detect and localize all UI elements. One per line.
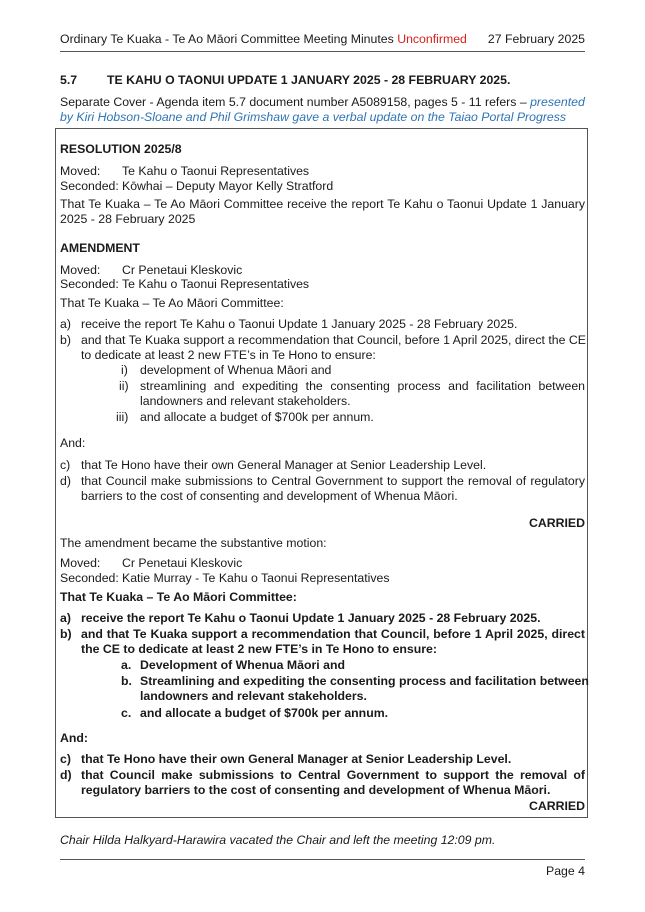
item-number: 5.7 — [60, 73, 78, 87]
list-marker: a. — [121, 658, 132, 672]
list-item: Development of Whenua Māori and — [140, 658, 345, 672]
list-item: and allocate a budget of $700k per annum. — [140, 410, 374, 424]
list-marker: b) — [60, 627, 72, 641]
resolution-seconded — [60, 179, 585, 194]
substantive-moved — [60, 556, 585, 571]
list-item: that Te Hono have their own General Manager at Senior Leadership Level. — [81, 458, 487, 472]
list-item: streamlining and expediting the consenting process and facilitation between — [140, 379, 585, 393]
list-item: receive the report Te Kahu o Taonui Update 1 January 2025 - 28 February 2025. — [81, 611, 541, 625]
list-item: receive the report Te Kahu o Taonui Update 1 January 2025 - 28 February 2025. — [81, 317, 518, 331]
list-item: barriers to the cost of consenting and development of Whenua Māori. — [81, 489, 458, 503]
seconded-label: Seconded: — [60, 277, 119, 291]
carried-label: CARRIED — [528, 516, 585, 530]
seconded-value: Katie Murray - Te Kahu o Taonui Representatives — [122, 571, 390, 585]
list-marker: c) — [60, 752, 71, 766]
header-status: Unconfirmed — [397, 32, 467, 46]
item-title: TE KAHU O TAONUI UPDATE 1 JANUARY 2025 - 28 FEBRUARY 2025. — [107, 73, 511, 87]
seconded-label: Seconded: — [60, 571, 119, 585]
amendment-seconded — [60, 277, 585, 292]
cover-reference — [60, 95, 585, 125]
seconded-label: Seconded: — [60, 179, 119, 193]
list-marker: ii) — [119, 379, 129, 393]
seconded-value: Kōwhai – Deputy Mayor Kelly Stratford — [122, 179, 334, 193]
cover-note: presented by Kiri Hobson-Sloane and Phil Grimshaw gave a verbal update on the Taiao Portal Progress — [60, 95, 585, 124]
and-label: And: — [60, 436, 86, 450]
page-header — [60, 32, 585, 48]
list-marker: i) — [121, 363, 128, 377]
list-item: landowners and relevant stakeholders. — [140, 394, 351, 408]
list-marker: a) — [60, 317, 71, 331]
header-title: Ordinary Te Kuaka - Te Ao Māori Committee Meeting Minutes — [60, 32, 394, 46]
substantive-and-label: And: — [60, 731, 88, 745]
amendment-intro: That Te Kuaka – Te Ao Māori Committee: — [60, 296, 284, 310]
list-item: and that Te Kuaka support a recommendation that Council, before 1 April 2025, direct — [81, 627, 585, 641]
header-date: 27 February 2025 — [487, 32, 585, 46]
list-marker: b) — [60, 333, 71, 347]
seconded-value: Te Kahu o Taonui Representatives — [122, 277, 310, 291]
list-marker: iii) — [116, 410, 129, 424]
substantive-intro: The amendment became the substantive motion: — [60, 536, 327, 550]
header-divider — [60, 51, 585, 52]
substantive-committee: That Te Kuaka – Te Ao Māori Committee: — [60, 590, 297, 604]
carried-label: CARRIED — [528, 799, 585, 813]
resolution-moved — [60, 164, 585, 179]
cover-text: Separate Cover - Agenda item 5.7 document number A5089158, pages 5 - 11 refers – — [60, 95, 531, 109]
list-item: and allocate a budget of $700k per annum. — [140, 706, 389, 720]
list-item: that Te Hono have their own General Manager at Senior Leadership Level. — [81, 752, 512, 766]
amendment-moved — [60, 263, 585, 278]
list-marker: d) — [60, 474, 71, 488]
list-item: landowners and relevant stakeholders. — [140, 689, 367, 703]
page-number: Page 4 — [546, 864, 585, 878]
moved-value: Te Kahu o Taonui Representatives — [122, 164, 310, 178]
list-item: that Council make submissions to Central Government to support the removal of regulatory — [81, 474, 585, 488]
list-item: the CE to dedicate at least 2 new FTE’s in Te Hono to ensure: — [81, 642, 437, 656]
moved-value: Cr Penetaui Kleskovic — [122, 556, 243, 570]
list-marker: a) — [60, 611, 71, 625]
list-item: Streamlining and expediting the consenting process and facilitation between — [140, 674, 589, 688]
list-marker: d) — [60, 768, 72, 782]
amendment-title: AMENDMENT — [60, 241, 140, 255]
list-item: and that Te Kuaka support a recommendation that Council, before 1 April 2025, direct the CE — [81, 333, 586, 347]
list-marker: c) — [60, 458, 71, 472]
moved-value: Cr Penetaui Kleskovic — [122, 263, 243, 277]
list-item: regulatory barriers to the cost of consenting and development of Whenua Māori. — [81, 783, 551, 797]
list-item: development of Whenua Māori and — [140, 363, 332, 377]
resolution-text: That Te Kuaka – Te Ao Māori Committee receive the report Te Kahu o Taonui Update 1 January 2025 - 28 February 2025 — [60, 197, 585, 226]
list-item: that Council make submissions to Central Government to support the removal of — [81, 768, 585, 782]
moved-label: Moved: — [60, 263, 101, 277]
moved-label: Moved: — [60, 164, 101, 178]
chair-note: Chair Hilda Halkyard-Harawira vacated the Chair and left the meeting 12:09 pm. — [60, 833, 496, 847]
header-title-line — [60, 32, 467, 47]
moved-label: Moved: — [60, 556, 101, 570]
resolution-title: RESOLUTION 2025/8 — [60, 142, 182, 156]
substantive-seconded — [60, 571, 585, 586]
footer-divider — [60, 859, 585, 860]
list-marker: c. — [121, 706, 132, 720]
list-item: to dedicate at least 2 new FTE’s in Te Hono to ensure: — [81, 348, 376, 362]
list-marker: b. — [121, 674, 132, 688]
item-heading — [60, 73, 585, 88]
